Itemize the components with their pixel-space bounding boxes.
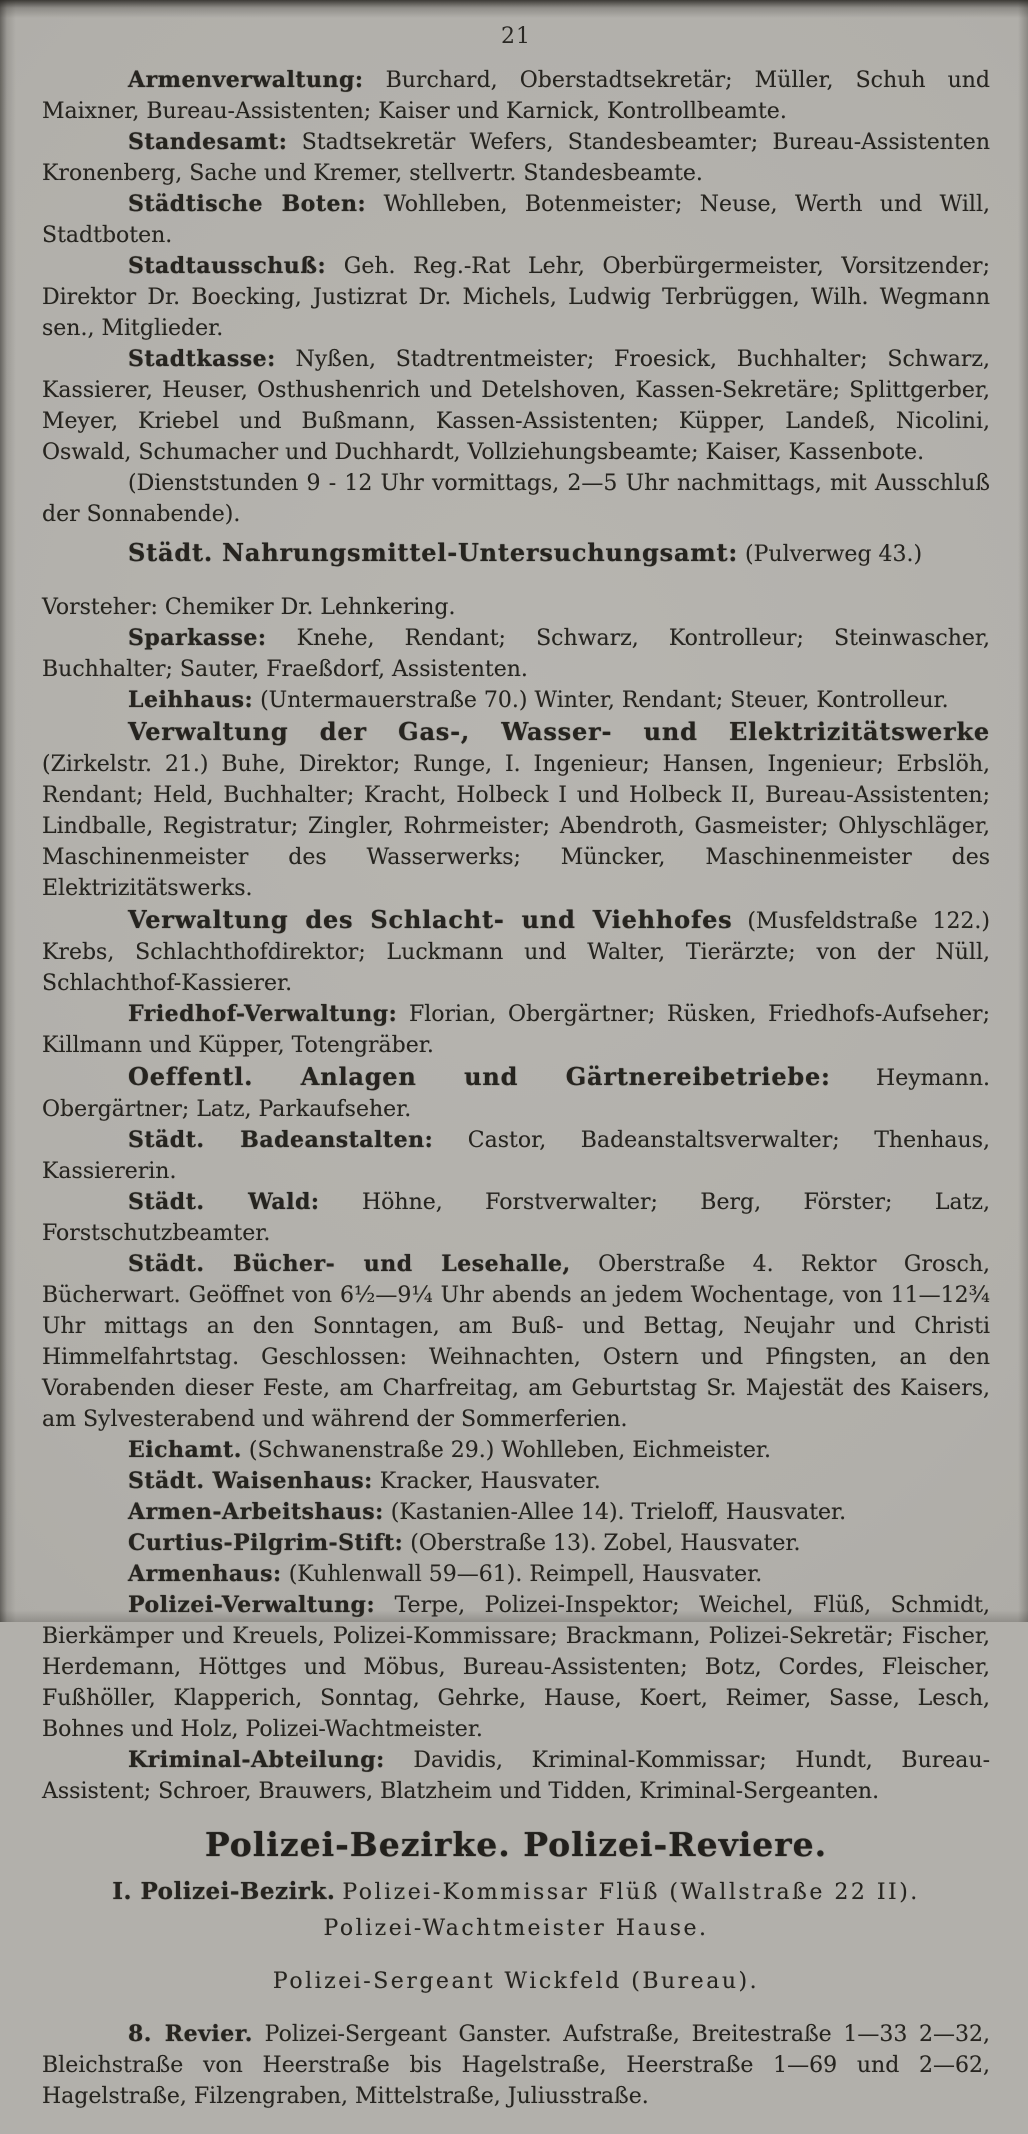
para-body: Wohlleben, Botenmeister; Neuse, Werth und Will, Stadtboten. bbox=[42, 192, 990, 248]
para-body: (Musfeldstraße 122.) Krebs, Schlachthofdirektor; Luckmann und Walter, Tierärzte; von der Nüll, Schlachthof-Kassierer. bbox=[42, 909, 991, 996]
para-body: Oberstraße 4. Rektor Grosch, Bücherwart. Geöffnet von 6½—9¼ Uhr abends an jedem Wochentage, von 11—12¾ Uhr mittags an den Sonntagen, am Buß- und Bettag, Neujahr und Christi Himmelfahrtstag. Geschlossen: Weihnachten, Ostern und Pfingsten, an den Vorabenden dieser Feste, am Charfreitag, am Geburtstag Sr. Majestät des Kaisers, am Sylvesterabend und während der Sommerferien. bbox=[42, 1252, 990, 1432]
para-revier-8 bbox=[42, 2019, 990, 2112]
para-body: Stadtsekretär Wefers, Standesbeamter; Bureau-Assistenten Kronenberg, Sache und Kremer, stellvertr. Standesbeamte. bbox=[42, 130, 990, 186]
para-polizei-verwaltung bbox=[42, 1590, 990, 1745]
para-body: Kracker, Hausvater. bbox=[379, 1469, 601, 1494]
para-body: (Dienststunden 9 - 12 Uhr vormittags, 2—5 Uhr nachmittags, mit Ausschluß der Sonnabende). bbox=[42, 471, 990, 527]
para-body: Polizei-Sergeant Ganster. Aufstraße, Breitestraße 1—33 2—32, Bleichstraße von Heerstraße bis Hagelstraße, Heerstraße 1—69 und 2—62, Hagelstraße, Filzengraben, Mittelstraße, Juliusstraße. bbox=[42, 2022, 991, 2109]
heading-badeanstalten: Städt. Badeanstalten: bbox=[128, 1127, 434, 1153]
para-body: (Oberstraße 13). Zobel, Hausvater. bbox=[410, 1531, 801, 1556]
heading-armen-arbeitshaus: Armen-Arbeitshaus: bbox=[128, 1499, 384, 1525]
para-sparkasse bbox=[42, 623, 990, 685]
para-armen-arbeitshaus bbox=[42, 1497, 990, 1528]
heading-armenverwaltung: Armenverwaltung: bbox=[128, 67, 364, 93]
heading-waisenhaus: Städt. Waisenhaus: bbox=[128, 1468, 373, 1494]
heading-revier-8: 8. Revier. bbox=[128, 2021, 253, 2047]
section-heading-polizei-bezirke-reviere: Polizei-Bezirke. Polizei-Reviere. bbox=[204, 1825, 828, 1864]
para-body: Geh. Reg.-Rat Lehr, Oberbürgermeister, Vorsitzender; Direktor Dr. Boecking, Justizrat Dr. Michels, Ludwig Terbrüggen, Wilh. Wegmann sen., Mitglieder. bbox=[42, 254, 990, 341]
para-schlacht-viehhof bbox=[42, 904, 990, 999]
para-staedt-wald bbox=[42, 1187, 990, 1249]
heading-eichamt: Eichamt. bbox=[128, 1437, 242, 1463]
para-body: (Zirkelstr. 21.) Buhe, Direktor; Runge, I. Ingenieur; Hansen, Ingenieur; Erbslöh, Rendant; Held, Buchhalter; Kracht, Holbeck I und Holbeck II, Bureau-Assistenten; Lindballe, Registratur; Zingler, Rohrmeister; Abendroth, Gasmeister; Ohlyschläger, Maschinenmeister des Wasserwerks; Müncker, Maschinenmeister des Elektrizitätswerks. bbox=[42, 752, 990, 901]
para-badeanstalten bbox=[42, 1125, 990, 1187]
para-armenhaus bbox=[42, 1559, 990, 1590]
heading-curtius-pilgrim-stift: Curtius-Pilgrim-Stift: bbox=[128, 1530, 404, 1556]
line-polizei-wachtmeister: Polizei-Wachtmeister Hause. bbox=[323, 1916, 709, 1941]
page-number: 21 bbox=[501, 24, 531, 49]
heading-buecher-lesehalle: Städt. Bücher- und Lesehalle, bbox=[128, 1251, 571, 1277]
para-standesamt bbox=[42, 127, 990, 189]
para-leihhaus bbox=[42, 685, 990, 716]
para-armenverwaltung bbox=[42, 65, 990, 127]
heading-friedhof-verwaltung: Friedhof-Verwaltung: bbox=[128, 1001, 398, 1027]
heading-gas-wasser-elektrizitaetswerke: Verwaltung der Gas-, Wasser- und Elektrizitätswerke bbox=[128, 717, 990, 746]
para-body: Höhne, Forstverwalter; Berg, Förster; Latz, Forstschutzbeamter. bbox=[42, 1190, 990, 1246]
para-oeffentl-anlagen bbox=[42, 1061, 990, 1125]
para-body: Knehe, Rendant; Schwarz, Kontrolleur; Steinwascher, Buchhalter; Sauter, Fraeßdorf, Assistenten. bbox=[42, 626, 990, 682]
para-waisenhaus bbox=[42, 1466, 990, 1497]
heading-stadtausschuss: Stadtausschuß: bbox=[128, 253, 327, 279]
para-curtius-pilgrim-stift bbox=[42, 1528, 990, 1559]
para-body: Florian, Obergärtner; Rüsken, Friedhofs-Aufseher; Killmann und Küpper, Totengräber. bbox=[42, 1002, 990, 1058]
heading-nahrungsmittelamt: Städt. Nahrungsmittel-Untersuchungsamt: bbox=[128, 538, 739, 567]
heading-stadtkasse: Stadtkasse: bbox=[128, 346, 276, 372]
para-body: Vorsteher: Chemiker Dr. Lehnkering. bbox=[42, 595, 456, 620]
heading-schlacht-viehhof: Verwaltung des Schlacht- und Viehhofes bbox=[128, 905, 733, 934]
para-body: Polizei-Kommissar Flüß (Wallstraße 22 II). bbox=[342, 1880, 920, 1905]
para-body: Nyßen, Stadtrentmeister; Froesick, Buchhalter; Schwarz, Kassierer, Heuser, Osthushenrich und Detelshoven, Kassen-Sekretäre; Splittgerber, Meyer, Kriebel und Bußmann, Kassen-Assistenten; Küpper, Landeß, Nicolini, Oswald, Schumacher und Duchhardt, Vollziehungsbeamte; Kaiser, Kassenbote. bbox=[42, 347, 990, 465]
line-polizei-sergeant-bureau: Polizei-Sergeant Wickfeld (Bureau). bbox=[272, 1969, 760, 1994]
para-body: Heymann. Obergärtner; Latz, Parkaufseher. bbox=[42, 1066, 990, 1122]
para-staedtische-boten bbox=[42, 189, 990, 251]
para-friedhof-verwaltung bbox=[42, 999, 990, 1061]
para-body: (Untermauerstraße 70.) Winter, Rendant; Steuer, Kontrolleur. bbox=[260, 688, 949, 713]
para-body: (Kastanien-Allee 14). Trieloff, Hausvater. bbox=[390, 1500, 847, 1525]
para-gas-wasser-elektrizitaetswerke bbox=[42, 716, 990, 904]
para-stadtkasse bbox=[42, 344, 990, 468]
heading-staedt-wald: Städt. Wald: bbox=[128, 1189, 320, 1215]
heading-leihhaus: Leihhaus: bbox=[128, 687, 254, 713]
para-dienststunden bbox=[42, 468, 990, 530]
heading-armenhaus: Armenhaus: bbox=[128, 1561, 282, 1587]
heading-standesamt: Standesamt: bbox=[128, 129, 288, 155]
para-stadtausschuss bbox=[42, 251, 990, 344]
para-polizei-bezirk-1 bbox=[42, 1876, 990, 1908]
para-kriminal-abteilung bbox=[42, 1745, 990, 1807]
para-vorsteher bbox=[42, 592, 990, 623]
para-body: (Schwanenstraße 29.) Wohlleben, Eichmeister. bbox=[248, 1438, 771, 1463]
heading-polizei-bezirk-1: I. Polizei-Bezirk. bbox=[112, 1878, 336, 1905]
para-body: Burchard, Oberstadtsekretär; Müller, Schuh und Maixner, Bureau-Assistenten; Kaiser und Karnick, Kontrollbeamte. bbox=[42, 68, 990, 124]
page-content bbox=[42, 24, 990, 2134]
heading-oeffentl-anlagen: Oeffentl. Anlagen und Gärtnereibetriebe: bbox=[128, 1062, 831, 1091]
para-body: Castor, Badeanstaltsverwalter; Thenhaus, Kassiererin. bbox=[42, 1128, 990, 1184]
para-body: (Pulverweg 43.) bbox=[745, 542, 923, 567]
para-eichamt bbox=[42, 1435, 990, 1466]
heading-staedtische-boten: Städtische Boten: bbox=[128, 191, 367, 217]
heading-polizei-verwaltung: Polizei-Verwaltung: bbox=[128, 1592, 376, 1618]
para-body: Davidis, Kriminal-Kommissar; Hundt, Bureau-Assistent; Schroer, Brauwers, Blatzheim und Tidden, Kriminal-Sergeanten. bbox=[42, 1748, 991, 1804]
para-buecher-lesehalle bbox=[42, 1249, 990, 1435]
para-body: (Kuhlenwall 59—61). Reimpell, Hausvater. bbox=[288, 1562, 763, 1587]
para-body: Terpe, Polizei-Inspektor; Weichel, Flüß, Schmidt, Bierkämper und Kreuels, Polizei-Kommissare; Brackmann, Polizei-Sekretär; Fischer, Herdemann, Höttges und Möbus, Bureau-Assistenten; Botz, Cordes, Fleischer, Fußhöller, Klapperich, Sonntag, Gehrke, Hause, Koert, Reimer, Sasse, Lesch, Bohnes und Holz, Polizei-Wachtmeister. bbox=[42, 1593, 990, 1742]
heading-sparkasse: Sparkasse: bbox=[128, 625, 267, 651]
para-nahrungsmittelamt bbox=[42, 537, 990, 570]
heading-kriminal-abteilung: Kriminal-Abteilung: bbox=[128, 1747, 385, 1773]
